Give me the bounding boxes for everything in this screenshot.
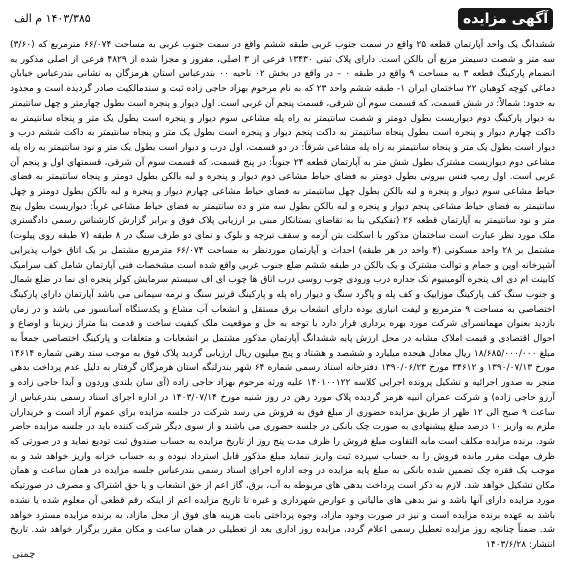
publish-date: تاریخ انتشار: ۱۴۰۳/۶/۲۸ [10, 525, 555, 550]
notice-body [10, 38, 556, 550]
signature: چمنی [12, 549, 36, 560]
notice-header [8, 6, 557, 34]
reference-number: ۱۴۰۳/۳۸۵ م الف [14, 12, 91, 25]
notice-body-text: ششدانگ یک واحد آپارتمان قطعه ۲۵ واقع در سمت جنوب غربی طبقه ششم واقع در سمت جنوب غربی به مساحت ۶۶/۰۷۴ مترمربع که (۳/۶۰) سه متر و شصت دسیمتر مربع آن بالکن است. دارای پلاک ثبتی ۱۳۴۳۰ فرعی از ۳ اصلی، مفروز و مجزا شده از ۴۸۲۹ فرعی از اصلی مذکور به انضمام پارکینگ قطعه ۳ به مساحت ۹ واقع در طبقه ۰ – در واقع در بخش ۰۲ ناحیه ۰۰ بندرعباس استان هرمزگان به نشانی بندرعباس خیابان دماغی کوچه کوهبان ۲۲ ساختمان ایران ۱- طبقه ششم واحد ۲۳ که به نام مرحوم بهزاد حاجی زاده ثبت و سندمالکیت صادر گردیده است و محدود به حدود: شمالاً: در شش قسمت، که قسمت سوم آن شرقی، قسمت پنجم آن غربی است. اول دیوار و پنجره است بطول چهارمتر و چهل سانتیمتر به دیوار پارکینگ دوم دیواریست بطول دومتر و شصت سانتیمتر به راه پله مشاعی سوم دیوار و پنجره است بطول یک متر و پنجاه سانتیمتر به داکت چهارم دیوار و پنجره است بطول پنجاه سانتیمتر به داکت پنجم دیوار و پنجره است بطول یک متر و پنجاه سانتیمتر به داکت ششم درب و دیوار است بطول یک متر و پنجاه سانتیمتر به راه پله مشاعی شرقاً: در دو قسمت، اول درب و دیوار است بطول یک متر و نود سانتیمتر به راه پله مشاعی دوم دیواریست مشترک بطول شش متر به آپارتمان قطعه ۲۴ جنوباً: در پنج قسمت، که قسمت سوم آن شرقی، قسمتهای اول و پنجم آن غربی است. اول رمپ فنس بیرونی بطول دومتر به فضای حیاط مشاعی دوم دیوار و پنجره و لبه بالکن بطول دومتر و پنجاه سانتیمتر به فضای حیاط مشاعی سوم دیوار و پنجره و لبه بالکن بطول چهل سانتیمتر به فضای حیاط مشاعی چهارم دیوار و پنجره و لبه بالکن بطول دومتر و چهل سانتیمتر به فضای حیاط مشاعی پنجم دیوار و پنجره و لبه بالکن بطول سه متر و ده سانتیمتر به فضای حیاط مشاعی غرباً: دیواریست بطول پنج متر و نود سانتیمتر به آپارتمان قطعه ۲۶ (تفکیکی بنا به تقاضای بستانکار مبنی بر ارزیابی پلاک فوق و برابر گزارش کارشناس رسمی دادگستری ملک مورد نظر عبارت است ساختمان مذکور با اسکلت بتن آرمه و سقف تیرچه و بلوک و نمای دو طرف سنگ در ۸ طبقه (۷ طبقه روی پیلوت) مشتمل بر ۲۸ واحد مسکونی (۴ واحد در هر طبقه) احداث و آپارتمان موردنظر به مساحت ۶۶/۰۷۴ مترمربع مشتمل بر یک اتاق خواب پذیرایی آشپزخانه اوپن و حمام و توالت مشترک و یک بالکن در طبقه ششم ضلع جنوب غربی واقع شده است مشخصات فنی آپارتمان شامل کف سرامیک کابینت ام دی اف پنجره آلومینیوم تک جداره درب ورودی چوب روسی درب اتاق ها چوب ای اف سیستم سرمایش کولر پنجره ای نما در ضلع شمال و جنوب سنگ کف پارکینگ موزاییک و کف پله و پاگرد سنگ و دیوار راه پله و پارکینگ قرنیز سنگ و نرمه سیمانی می باشد آپارتمان دارای پارکینگ اختصاصی به مساحت ۹ مترمربع و لیفت انباری بوده دارای انشعاب برق مستقل و انشعاب آب مشاع و یکدستگاه آسانسور می باشد و در زمان بازدید بعنوان مهمانسرای شرکت مورد بهره برداری قرار دارد با توجه به حل و موقعیت ملک کیفیت ساخت و قدمت بنا متراژ زیربنا و اوضاع و احوال اقتصادی و قیمت املاک مشابه در محل ارزش پایه ششدانگ آپارتمان مذکور مشتمل بر انشعابات و متعلقات و پارکینگ اختصاصی جمعاً به مبلغ ۱۸/۶۸۵/۰۰۰/۰۰۰ ریال معادل هیجده میلیارد و ششصد و هشتاد و پنج میلیون ریال ارزیابی گردید پلاک فوق به موجب سند رهنی شماره ۱۴۶۱۴ مورخ ۱۳۹۰/۰۷/۱۳ و ۳۴۶۱۲ مورخ ۱۳۹۰/۰۶/۲۳ دفترخانه اسناد رسمی شماره ۶۴ شهر بندرلنگه استان هرمزگان گرفتار به دلیل عدم پرداخت بدهی منجر به صدور اجرائیه و تشکیل پرونده اجرایی کلاسه ۱۴۰۱۰۰۱۲۲ علیه ورثه مرحوم بهزاد حاجی زاده (آی سان بلندی وردون و آیدا حاجی زاده و آرزو حاجی زاده) و شرکت عمران انبیه هرمز گردیده پلاک مورد رهن در روز شنبه مورخ ۱۴۰۳/۰۷/۱۴ در اداره اجرای اسناد رسمی بندرعباس از ساعت ۹ صبح الی ۱۲ ظهر از طریق مزایده حضوری از مبلغ فوق به فروش می رسد شرکت در جلسه مزایده برای عموم آزاد است و خریداران ملزم به واریز ۱۰ درصد مبلغ پیشنهادی به صورت چک بانکی در جلسه حضوری می باشند و از سوی دیگر شرکت کننده باید در جلسه مزایده حاضر شود. برنده مزایده مکلف است مابه التفاوت مبلغ فروش را ظرف مدت پنج روز از تاریخ مزایده به حساب صندوق ثبت تودیع نماید و در صورتی که ظرف مهلت مقرر مانده فروش را به حساب سپرده ثبت واریز ننماید مبلغ مذکور قابل استرداد نبوده و به حساب خزانه واریز خواهد شد و به موجب یک فقره چک تضمین شده بانکی به مبلغ پایه مزایده در وجه اداره اجرای اسناد رسمی بندرعباس جلسه مزایده در همان ساعت و همان مکان تشکیل خواهد شد. لازم به ذکر است پرداخت بدهی های مربوطه به آب، برق، گاز اعم از حق انشعاب و یا حق اشتراک و مصرف در صورتیکه مورد مزایده دارای آنها باشد و نیز بدهی های مالیاتی و عوارض شهرداری و غیره تا تاریخ مزایده اعم از اینکه رقم قطعی آن معلوم شده یا نشده باشد به عهده برنده مزایده است و نیز در صورت وجود مازاد، وجوه پرداختی بابت هزینه های فوق از محل مازاد، به برنده مزایده مسترد خواهد شد. ضمناً چنانچه روز مزایده تعطیل رسمی اعلام گردد، مزایده روز اداری بعد از تعطیلی در همان ساعت و مکان مقرر برگزار خواهد شد. [10, 40, 556, 536]
notice-title: آگهی مزایده [458, 8, 553, 30]
